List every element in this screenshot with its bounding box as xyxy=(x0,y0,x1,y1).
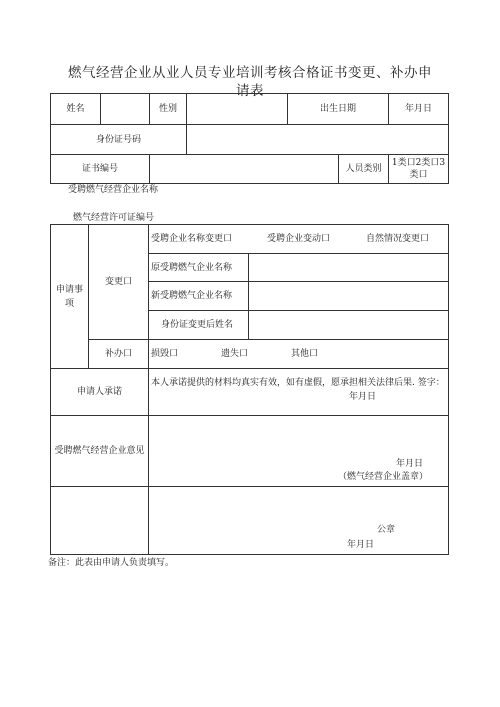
id-number-field[interactable] xyxy=(187,125,449,155)
gender-field[interactable] xyxy=(187,94,288,125)
reissue-label[interactable]: 补办口 xyxy=(89,340,149,369)
damaged-option[interactable]: 损毁口 xyxy=(151,349,179,359)
employer-date: 年月日 xyxy=(396,459,424,469)
new-company-label: 新受聘燃气企业名称 xyxy=(149,282,249,311)
employer-seal-note: （燃气经营企业盖章） xyxy=(338,472,429,482)
employer-opinion-label: 受聘燃气经营企业意见 xyxy=(51,416,149,487)
personal-info-table xyxy=(50,93,449,184)
orig-company-field[interactable] xyxy=(249,254,449,282)
change-options-row xyxy=(149,225,449,254)
name-label: 姓名 xyxy=(51,94,101,125)
id-number-label: 身份证号码 xyxy=(51,125,187,155)
promise-cell[interactable] xyxy=(149,369,449,416)
promise-text: 本人承诺提供的材料均真实有效，如有虚假，愿承担相关法律后果. 签字： xyxy=(151,378,445,388)
name-field[interactable] xyxy=(101,94,150,125)
company-name-change-option[interactable]: 受聘企业名称变更口 xyxy=(151,234,233,244)
orig-company-label: 原受聘燃气企业名称 xyxy=(149,254,249,282)
other-option[interactable]: 其他口 xyxy=(291,349,319,359)
personal-info-change-option[interactable]: 自然情况变更口 xyxy=(366,234,430,244)
form-title-line1: 燃气经营企业从业人员专业培训考核合格证书变更、补办申 xyxy=(68,65,432,81)
gender-label: 性别 xyxy=(150,94,187,125)
license-number-label: 燃气经营许可证编号 xyxy=(73,213,155,223)
authority-date: 年月日 xyxy=(347,539,375,550)
employer-name-label: 受聘燃气经营企业名称 xyxy=(68,185,159,195)
authority-opinion-cell[interactable] xyxy=(149,487,449,555)
employer-opinion-cell[interactable] xyxy=(149,416,449,487)
changed-name-label: 身份证变更后姓名 xyxy=(149,311,249,340)
lost-option[interactable]: 遗失口 xyxy=(221,349,249,359)
form-title-line2: 请表 xyxy=(236,83,264,99)
promise-date: 年月日 xyxy=(349,392,377,402)
cert-number-field[interactable] xyxy=(150,155,339,184)
cert-number-label: 证书编号 xyxy=(51,155,150,184)
birth-field[interactable]: 年月日 xyxy=(389,94,449,125)
changed-name-field[interactable] xyxy=(249,311,449,340)
company-transfer-option[interactable]: 受聘企业变动口 xyxy=(267,234,331,244)
change-label[interactable]: 变更口 xyxy=(89,225,149,340)
apply-items-label: 申请事 项 xyxy=(51,225,89,369)
authority-seal-note: 公章 xyxy=(377,524,396,535)
reissue-options-row xyxy=(149,340,449,369)
promise-label: 申请人承诺 xyxy=(51,369,149,416)
category-label: 人员类别 xyxy=(339,155,389,184)
new-company-field[interactable] xyxy=(249,282,449,311)
application-table xyxy=(50,224,449,555)
form-note: 备注：此表由申请人负责填写。 xyxy=(48,558,175,568)
authority-opinion-label xyxy=(51,487,149,555)
category-options[interactable]: 1类口2类口3类口 xyxy=(389,155,449,184)
birth-label: 出生日期 xyxy=(288,94,389,125)
